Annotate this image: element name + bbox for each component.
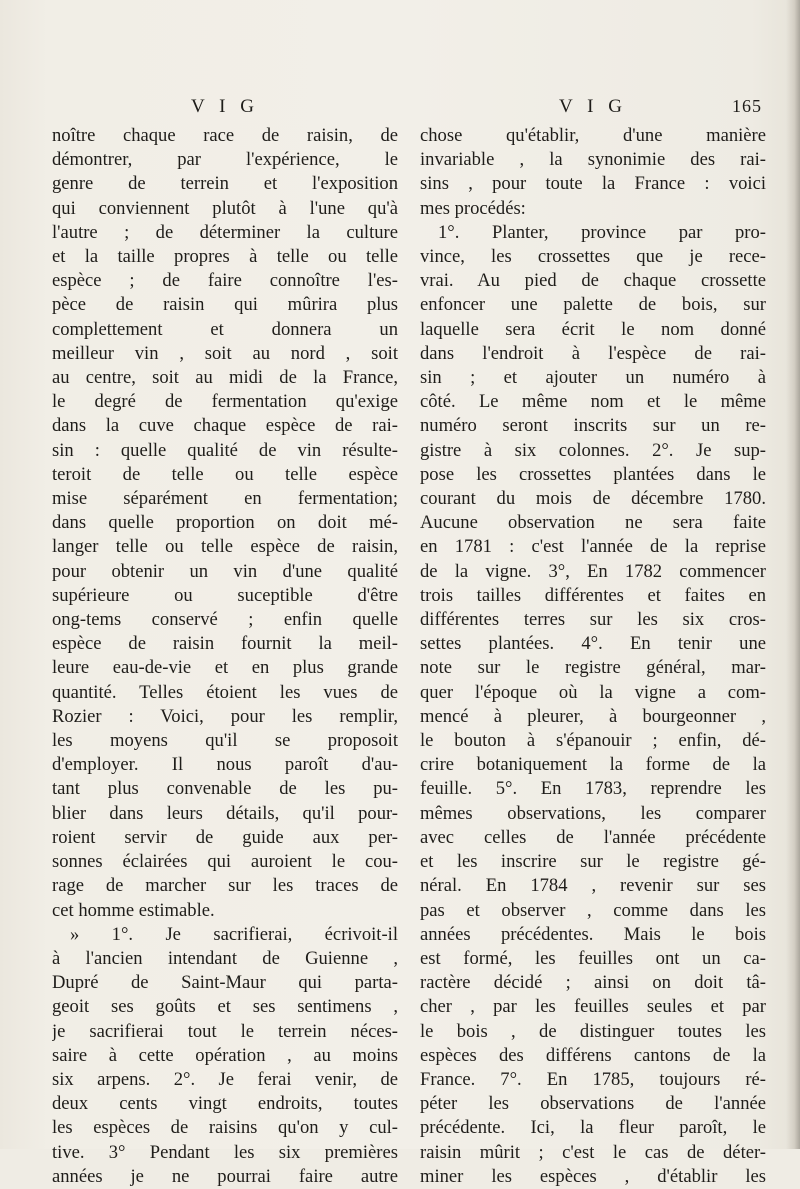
text-line: Aucune observation ne sera faite [420, 512, 766, 534]
text-line: qui conviennent plutôt à l'une qu'à [52, 197, 398, 219]
text-line: raisin mûrit ; c'est le cas de déter- [420, 1141, 766, 1163]
text-line: vrai. Au pied de chaque crossette [420, 270, 766, 292]
text-line: mencé à pleurer, à bourgeonner , [420, 705, 766, 727]
text-line: enfoncer une palette de bois, sur [420, 294, 766, 316]
text-line: l'autre ; de déterminer la culture [52, 221, 398, 243]
right-body-text [420, 124, 766, 1189]
text-line: noître chaque race de raisin, de [52, 125, 398, 146]
text-line: cet homme estimable. [52, 899, 215, 921]
left-running-head-title: V I G [191, 96, 259, 117]
text-line: blier dans leurs détails, qu'il pour- [52, 802, 398, 824]
page-edge-shadow [786, 0, 800, 1149]
right-column [420, 96, 766, 1189]
text-line: genre de terrein et l'exposition [52, 173, 398, 195]
text-line: settes plantées. 4°. En tenir une [420, 633, 766, 655]
text-line: en 1781 : c'est l'année de la reprise [420, 536, 766, 558]
right-running-head [420, 96, 766, 118]
text-line: rage de marcher sur les traces de [52, 875, 398, 897]
text-line: démontrer, par l'expérience, le [52, 149, 398, 171]
text-line: pose les crossettes plantées dans le [420, 463, 766, 485]
text-line: péter les observations de l'année [420, 1093, 766, 1115]
text-line: crire botaniquement la forme de la [420, 754, 766, 776]
text-line: avec celles de l'année précédente [420, 826, 766, 848]
text-line: espèce ; de faire connoître l'es- [52, 270, 398, 292]
text-line: espèces des différens cantons de la [420, 1044, 766, 1066]
text-line: note sur le registre général, mar- [420, 657, 766, 679]
text-line: laquelle sera écrit le nom donné [420, 318, 766, 340]
text-line: pèce de raisin qui mûrira plus [52, 294, 398, 316]
text-line: je sacrifierai tout le terrein néces- [52, 1020, 398, 1042]
text-line: précédente. Ici, la fleur paroît, le [420, 1117, 766, 1139]
text-line: et la taille propres à telle ou telle [52, 246, 398, 268]
text-line: néral. En 1784 , revenir sur ses [420, 875, 766, 897]
text-line: pour obtenir un vin d'une qualité [52, 560, 398, 582]
text-line: roient servir de guide aux per- [52, 826, 398, 848]
text-line: quer l'époque où la vigne a com- [420, 681, 766, 703]
text-line: sin ; et ajouter un numéro à [420, 367, 766, 389]
text-line: supérieure ou suceptible d'être [52, 584, 398, 606]
text-line: sins , pour toute la France : voici [420, 173, 766, 195]
text-line: 1°. Planter, province par pro- [438, 221, 766, 243]
text-line: gistre à six colonnes. 2°. Je sup- [420, 439, 766, 461]
text-line: trois tailles différentes et faites en [420, 584, 766, 606]
page-number: 165 [732, 96, 762, 116]
text-line: » 1°. Je sacrifierai, écrivoit-il [70, 923, 398, 945]
text-line: dans quelle proportion on doit mé- [52, 512, 398, 534]
text-line: six arpens. 2°. Je ferai venir, de [52, 1068, 398, 1090]
text-line: différentes terres sur les six cros- [420, 609, 766, 631]
text-line: saire à cette opération , au moins [52, 1044, 398, 1066]
text-line: Dupré de Saint-Maur qui parta- [52, 972, 398, 994]
text-line: le bois , de distinguer toutes les [420, 1020, 766, 1042]
text-line: leure eau-de-vie et en plus grande [52, 657, 398, 679]
text-line: Rozier : Voici, pour les remplir, [52, 705, 398, 727]
text-line: au centre, soit au midi de la France, [52, 367, 398, 389]
text-line: mes procédés: [420, 197, 526, 219]
text-line: cher , par les feuilles seules et par [420, 996, 766, 1018]
text-line: langer telle ou telle espèce de raisin, [52, 536, 398, 558]
text-line: complettement et donnera un [52, 318, 398, 340]
right-running-head-title: V I G [559, 96, 627, 117]
text-line: geoit ses goûts et ses sentimens , [52, 996, 398, 1018]
text-line: chose qu'établir, d'une manière [420, 125, 766, 146]
text-line: à l'ancien intendant de Guienne , [52, 947, 398, 969]
text-line: France. 7°. En 1785, toujours ré- [420, 1068, 766, 1090]
text-line: les moyens qu'il se proposoit [52, 730, 398, 752]
text-line: tant plus convenable de les pu- [52, 778, 398, 800]
text-line: dans l'endroit à l'espèce de rai- [420, 342, 766, 364]
left-column [52, 96, 398, 1189]
text-line: courant du mois de décembre 1780. [420, 488, 766, 510]
text-line: tive. 3° Pendant les six premières [52, 1141, 398, 1163]
text-line: le degré de fermentation qu'exige [52, 391, 398, 413]
text-line: mêmes observations, les comparer [420, 802, 766, 824]
text-line: deux cents vingt endroits, toutes [52, 1093, 398, 1115]
text-line: pas et observer , comme dans les [420, 899, 766, 921]
text-line: invariable , la synonimie des rai- [420, 149, 766, 171]
text-line: ractère décidé ; ainsi on doit tâ- [420, 972, 766, 994]
text-line: meilleur vin , soit au nord , soit [52, 342, 398, 364]
text-line: sin : quelle qualité de vin résulte- [52, 439, 398, 461]
text-line: est formé, les feuilles ont un ca- [420, 947, 766, 969]
text-line: quantité. Telles étoient les vues de [52, 681, 398, 703]
text-line: les espèces de raisins qu'on y cul- [52, 1117, 398, 1139]
text-line: mise séparément en fermentation; [52, 488, 398, 510]
text-line: côté. Le même nom et le même [420, 391, 766, 413]
text-line: teroit de telle ou telle espèce [52, 463, 398, 485]
text-line: d'employer. Il nous paroît d'au- [52, 754, 398, 776]
text-line: feuille. 5°. En 1783, reprendre les [420, 778, 766, 800]
text-line: dans la cuve chaque espèce de rai- [52, 415, 398, 437]
text-line: années je ne pourrai faire autre [52, 1165, 398, 1187]
text-line: espèce de raisin fournit la meil- [52, 633, 398, 655]
left-body-text [52, 124, 398, 1189]
text-line: miner les espèces , d'établir les [420, 1165, 766, 1187]
text-line: numéro seront inscrits sur un re- [420, 415, 766, 437]
text-line: ong-tems conservé ; enfin quelle [52, 609, 398, 631]
text-line: vince, les crossettes que je rece- [420, 246, 766, 268]
left-running-head [52, 96, 398, 118]
text-line: le bouton à s'épanouir ; enfin, dé- [420, 730, 766, 752]
text-line: et les inscrire sur le registre gé- [420, 851, 766, 873]
text-line: années précédentes. Mais le bois [420, 923, 766, 945]
text-line: de la vigne. 3°, En 1782 commencer [420, 560, 766, 582]
text-line: sonnes éclairées qui auroient le cou- [52, 851, 398, 873]
